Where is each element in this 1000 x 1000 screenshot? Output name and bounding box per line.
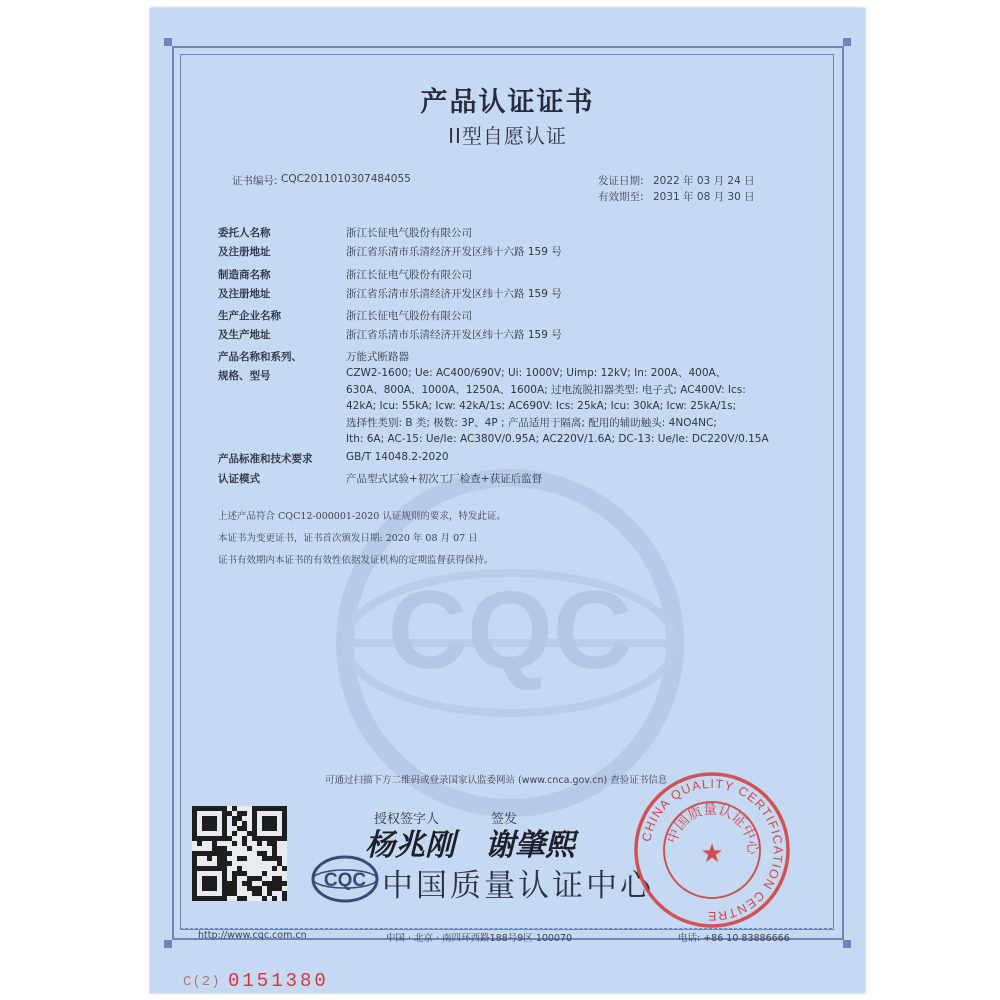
certificate-number-label: 证书编号: bbox=[232, 175, 278, 187]
scan-note: 可通过扫描下方二维码或登录国家认监委网站 (www.cnca.gov.cn) 查验证书信息 bbox=[325, 775, 668, 786]
qr-code[interactable] bbox=[192, 806, 287, 901]
issuer-signer-label: 签发 bbox=[491, 812, 518, 827]
field-value: 浙江长征电气股份有限公司 bbox=[346, 310, 472, 322]
field-label: 委托人名称 bbox=[218, 227, 271, 239]
cqc-logo bbox=[310, 854, 380, 904]
svg-text:CQC: CQC bbox=[387, 569, 633, 692]
issuer-name: 中国质量认证中心 bbox=[382, 868, 654, 904]
certificate-paper bbox=[150, 8, 865, 993]
authorized-signer-label: 授权签字人 bbox=[374, 812, 440, 827]
svg-text:CQC: CQC bbox=[323, 870, 367, 891]
standard-label: 产品标准和技术要求 bbox=[218, 453, 313, 465]
field-value: 浙江省乐清市乐清经济开发区纬十六路 159 号 bbox=[346, 288, 562, 300]
official-stamp bbox=[632, 770, 792, 930]
note-line: 上述产品符合 CQC12-000001-2020 认证规则的要求，特发此证。 bbox=[218, 511, 506, 522]
address: 中国 · 北京 · 南四环西路188号9区 100070 bbox=[386, 933, 573, 944]
certificate-subtitle: II型自愿认证 bbox=[448, 124, 567, 148]
authorized-signature: 杨兆刚 bbox=[365, 828, 455, 863]
svg-text:CHINA QUALITY CERTIFICATION CE: CHINA QUALITY CERTIFICATION CENTRE bbox=[639, 776, 786, 924]
field-value: 浙江长征电气股份有限公司 bbox=[346, 269, 472, 281]
issuer-signature: 谢肇熙 bbox=[485, 828, 575, 863]
mode-value: 产品型式试验+初次工厂检查+获证后监督 bbox=[346, 473, 543, 485]
corner-ornament bbox=[843, 38, 851, 46]
field-value: 浙江省乐清市乐清经济开发区纬十六路 159 号 bbox=[346, 246, 562, 258]
serial-number: 0151380 bbox=[228, 970, 329, 992]
product-label: 产品名称和系列、 bbox=[218, 351, 302, 363]
issue-date: 2022 年 03 月 24 日 bbox=[653, 175, 755, 187]
field-value: 浙江省乐清市乐清经济开发区纬十六路 159 号 bbox=[346, 329, 562, 341]
mode-label: 认证模式 bbox=[218, 473, 260, 485]
field-label: 及生产地址 bbox=[218, 329, 271, 341]
certificate-title: 产品认证证书 bbox=[420, 87, 595, 118]
expiry-date-label: 有效期至: bbox=[598, 191, 644, 203]
field-label: 制造商名称 bbox=[218, 269, 271, 281]
serial-prefix: C(2) bbox=[183, 974, 221, 990]
standard-value: GB/T 14048.2-2020 bbox=[346, 451, 449, 463]
website-link[interactable]: http://www.cqc.com.cn bbox=[198, 930, 307, 941]
spec-line: 42kA; Icu: 55kA; Icw: 42kA/1s; AC690V: Ics: 25kA; Icu: 30kA; Icw: 25kA/1s; bbox=[346, 400, 737, 413]
field-label: 及注册地址 bbox=[218, 246, 271, 258]
spec-line: 630A、800A、1000A、1250A、1600A; 过电流脱扣器类型: 电子式; AC400V: Ics: bbox=[346, 383, 746, 396]
phone: 电话: +86 10 83886666 bbox=[678, 933, 790, 944]
corner-ornament bbox=[164, 38, 172, 46]
product-name: 万能式断路器 bbox=[346, 351, 409, 363]
issue-date-label: 发证日期: bbox=[598, 175, 644, 187]
product-spec bbox=[346, 365, 769, 448]
note-line: 本证书为变更证书，证书首次颁发日期: 2020 年 08 月 07 日 bbox=[218, 533, 478, 544]
field-label: 及注册地址 bbox=[218, 288, 271, 300]
footer-divider bbox=[180, 928, 832, 929]
field-value: 浙江长征电气股份有限公司 bbox=[346, 227, 472, 239]
spec-line: 选择性类别: B 类; 极数: 3P、4P ; 产品适用于隔离; 配用的辅助触头: 4NO4NC; bbox=[346, 416, 717, 429]
svg-text:★: ★ bbox=[700, 839, 724, 869]
note-line: 证书有效期内本证书的有效性依据发证机构的定期监督获得保持。 bbox=[218, 555, 494, 566]
product-label: 规格、型号 bbox=[218, 370, 271, 382]
corner-ornament bbox=[843, 940, 851, 948]
expiry-date: 2031 年 08 月 30 日 bbox=[653, 191, 755, 203]
svg-text:中国质量认证中心: 中国质量认证中心 bbox=[664, 801, 761, 856]
field-label: 生产企业名称 bbox=[218, 310, 281, 322]
certificate-number: CQC2011010307484055 bbox=[281, 173, 411, 185]
corner-ornament bbox=[164, 940, 172, 948]
spec-line: Ith: 6A; AC-15: Ue/Ie: AC380V/0.95A; AC220V/1.6A; DC-13: Ue/Ie: DC220V/0.15A bbox=[346, 433, 769, 446]
spec-line: CZW2-1600; Ue: AC400/690V; Ui: 1000V; Uimp: 12kV; In: 200A、400A、 bbox=[346, 367, 727, 379]
